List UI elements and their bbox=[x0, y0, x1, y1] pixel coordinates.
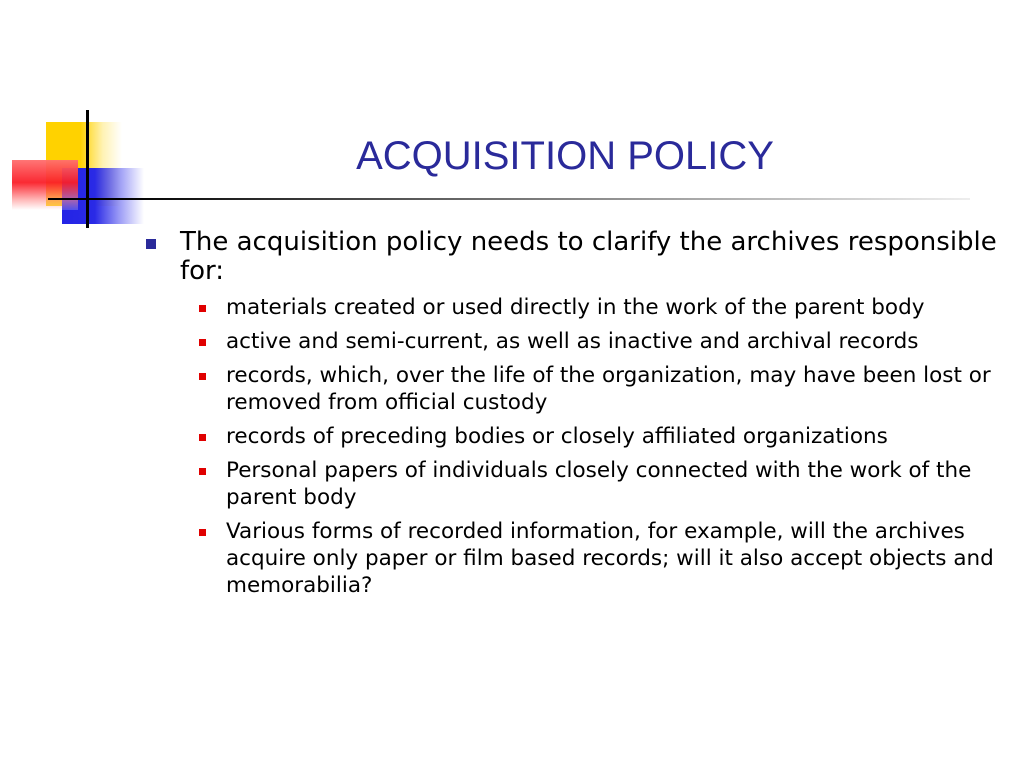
sub-bullet-item bbox=[196, 294, 1012, 321]
vertical-rule bbox=[86, 110, 89, 228]
sub-bullet-text: records, which, over the life of the organization, may have been lost or removed from official custody bbox=[226, 363, 991, 415]
sub-bullet-text: active and semi-current, as well as inactive and archival records bbox=[226, 329, 919, 354]
decorative-logo bbox=[0, 0, 200, 240]
title-underline-rule bbox=[48, 198, 970, 200]
bullet-item bbox=[142, 228, 1012, 286]
slide-title: ACQUISITION POLICY bbox=[356, 134, 774, 178]
square-bullet-icon bbox=[199, 468, 206, 475]
square-bullet-icon bbox=[146, 239, 156, 249]
sub-bullet-text: records of preceding bodies or closely affiliated organizations bbox=[226, 424, 888, 449]
sub-bullet-text: materials created or used directly in the work of the parent body bbox=[226, 295, 925, 320]
sub-bullet-item bbox=[196, 362, 1012, 416]
red-square-shape bbox=[12, 160, 78, 210]
sub-bullet-item bbox=[196, 518, 1012, 599]
bullet-list bbox=[142, 228, 1012, 606]
sub-bullet-text: Various forms of recorded information, for example, will the archives acquire only paper or film based records; will it also accept objects and memorabilia? bbox=[226, 519, 994, 598]
square-bullet-icon bbox=[199, 339, 206, 346]
sub-bullet-item bbox=[196, 457, 1012, 511]
sub-bullet-item bbox=[196, 328, 1012, 355]
square-bullet-icon bbox=[199, 529, 206, 536]
square-bullet-icon bbox=[199, 434, 206, 441]
bullet-text: The acquisition policy needs to clarify the archives responsible for: bbox=[180, 227, 997, 286]
square-bullet-icon bbox=[199, 373, 206, 380]
sub-bullet-list bbox=[142, 294, 1012, 599]
square-bullet-icon bbox=[199, 305, 206, 312]
sub-bullet-text: Personal papers of individuals closely connected with the work of the parent body bbox=[226, 458, 972, 510]
sub-bullet-item bbox=[196, 423, 1012, 450]
